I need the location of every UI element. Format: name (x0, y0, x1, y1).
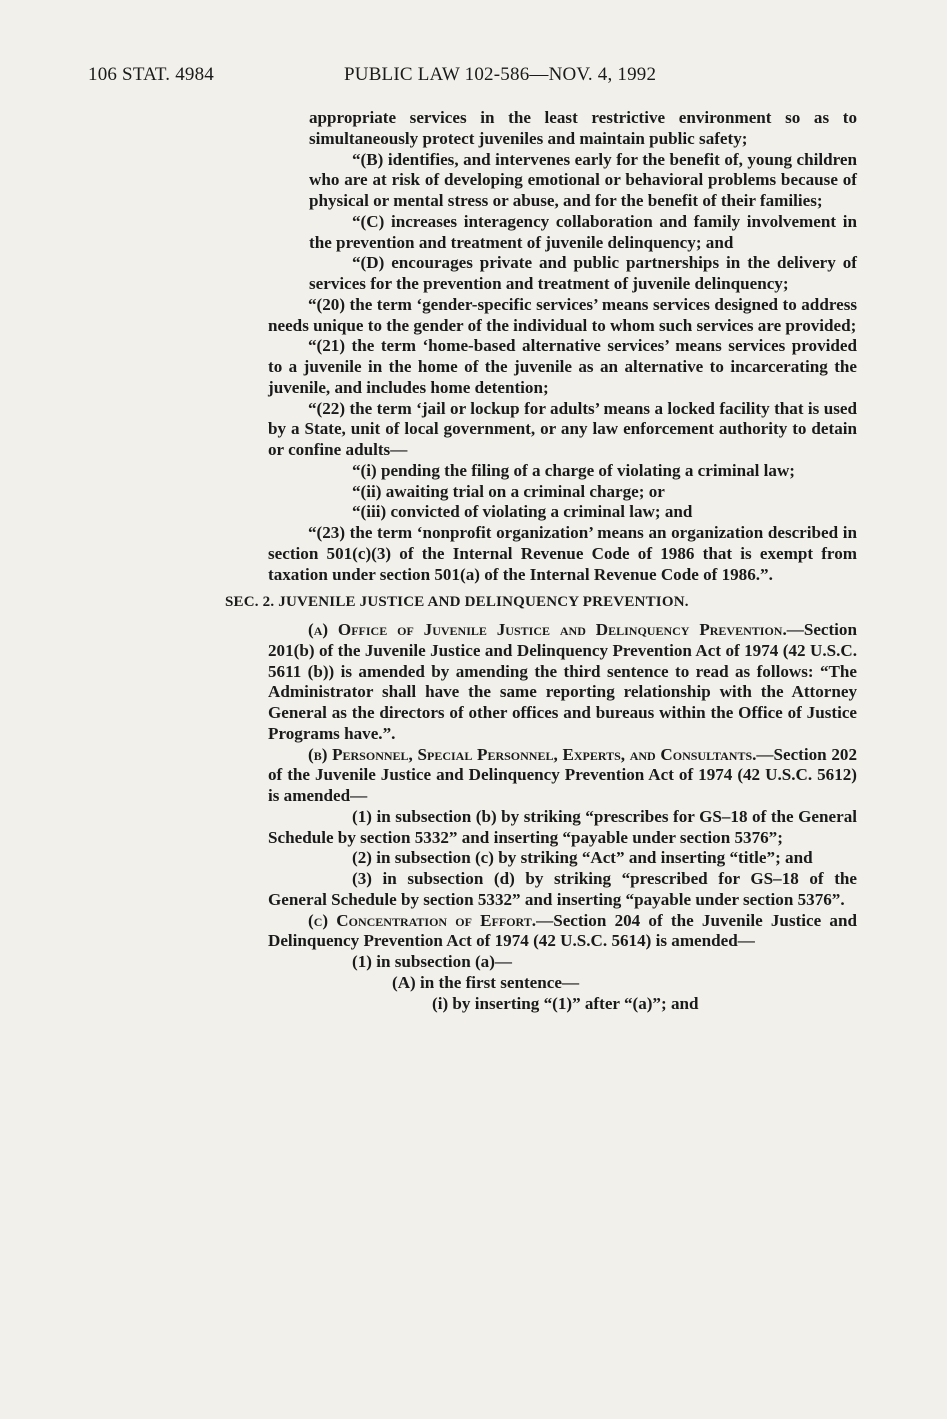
page-citation: 106 STAT. 4984 (88, 64, 215, 85)
item-i: “(i) pending the filing of a charge of violating a criminal law; (352, 460, 795, 480)
subsection-c-text: —Section 204 of the Juvenile Justice and Delinquency Prevention Act of 1974 (42 U.S.C. 5614) is amended— (268, 910, 857, 951)
definition-21: “(21) the term ‘home-based alternative services’ means services provided to a juvenile in the home of the juvenile as an alternative to incarcerating the juvenile, and includes home detention; (268, 336, 857, 397)
subsection-c (225, 911, 857, 953)
clause-d: “(D) encourages private and public partnerships in the delivery of services for the prevention and treatment of juvenile delinquency; (309, 253, 857, 293)
subsection-b-item-1: (1) in subsection (b) by striking “prescribes for GS–18 of the General Schedule by section 5332” and inserting “payable under section 5376”; (268, 806, 857, 847)
item-ii: “(ii) awaiting trial on a criminal charge; or (352, 481, 665, 501)
statute-text (225, 108, 857, 1014)
running-header (88, 64, 868, 92)
definition-20: “(20) the term ‘gender-specific services’ means services designed to address needs unique to the gender of the individual to whom such services are provided; (268, 294, 857, 335)
paragraph-continuation: appropriate services in the least restrictive environment so as to simultaneously protect juveniles and maintain public safety; (309, 108, 857, 148)
item-iii: “(iii) convicted of violating a criminal law; and (352, 502, 693, 522)
section-heading: SEC. 2. JUVENILE JUSTICE AND DELINQUENCY PREVENTION. (225, 594, 689, 611)
subsection-a-text: —Section 201(b) of the Juvenile Justice and Delinquency Prevention Act of 1974 (42 U.S.C. 5611 (b)) is amended by amending the third sentence to read as follows: “The Administrator shall have the same reporting relationship with the Attorney General as the directors of other offices and bureaus within the Office of Justice Programs have.”. (268, 620, 857, 743)
subsection-a-heading: (a) Office of Juvenile Justice and Delinquency Prevention. (308, 620, 787, 639)
clause-b: “(B) identifies, and intervenes early for the benefit of, young children who are at risk of developing emotional or behavioral problems because of physical or mental stress or abuse, and for the benefit of their families; (309, 149, 857, 210)
subsection-c-item-1: (1) in subsection (a)— (352, 952, 513, 971)
definition-23: “(23) the term ‘nonprofit organization’ means an organization described in section 501(c)(3) of the Internal Revenue Code of 1986 that is exempt from taxation under section 501(a) of the Internal Revenue Code of 1986.”. (268, 523, 857, 584)
subsection-b-heading: (b) Personnel, Special Personnel, Experts, and Consultants. (308, 744, 757, 764)
subsection-c-item-1-a: (A) in the first sentence— (392, 972, 580, 992)
subsection-b-item-3: (3) in subsection (d) by striking “prescribed for GS–18 of the General Schedule by section 5332” and inserting “payable under section 5376”. (268, 869, 857, 909)
subsection-c-item-1-a-i: (i) by inserting “(1)” after “(a)”; and (432, 993, 699, 1013)
subsection-b (225, 745, 857, 807)
subsection-a (225, 620, 857, 745)
subsection-b-text: —Section 202 of the Juvenile Justice and Delinquency Prevention Act of 1974 (42 U.S.C. 5612) is amended— (268, 744, 858, 805)
subsection-c-heading: (c) Concentration of Effort. (308, 910, 537, 930)
definition-22: “(22) the term ‘jail or lockup for adults’ means a locked facility that is used by a State, unit of local government, or any law enforcement authority to detain or confine adults— (268, 398, 857, 459)
law-date-title: PUBLIC LAW 102-586—NOV. 4, 1992 (344, 64, 657, 85)
clause-c: “(C) increases interagency collaboration and family involvement in the prevention and treatment of juvenile delinquency; and (309, 211, 857, 252)
subsection-b-item-2: (2) in subsection (c) by striking “Act” and inserting “title”; and (352, 848, 813, 868)
